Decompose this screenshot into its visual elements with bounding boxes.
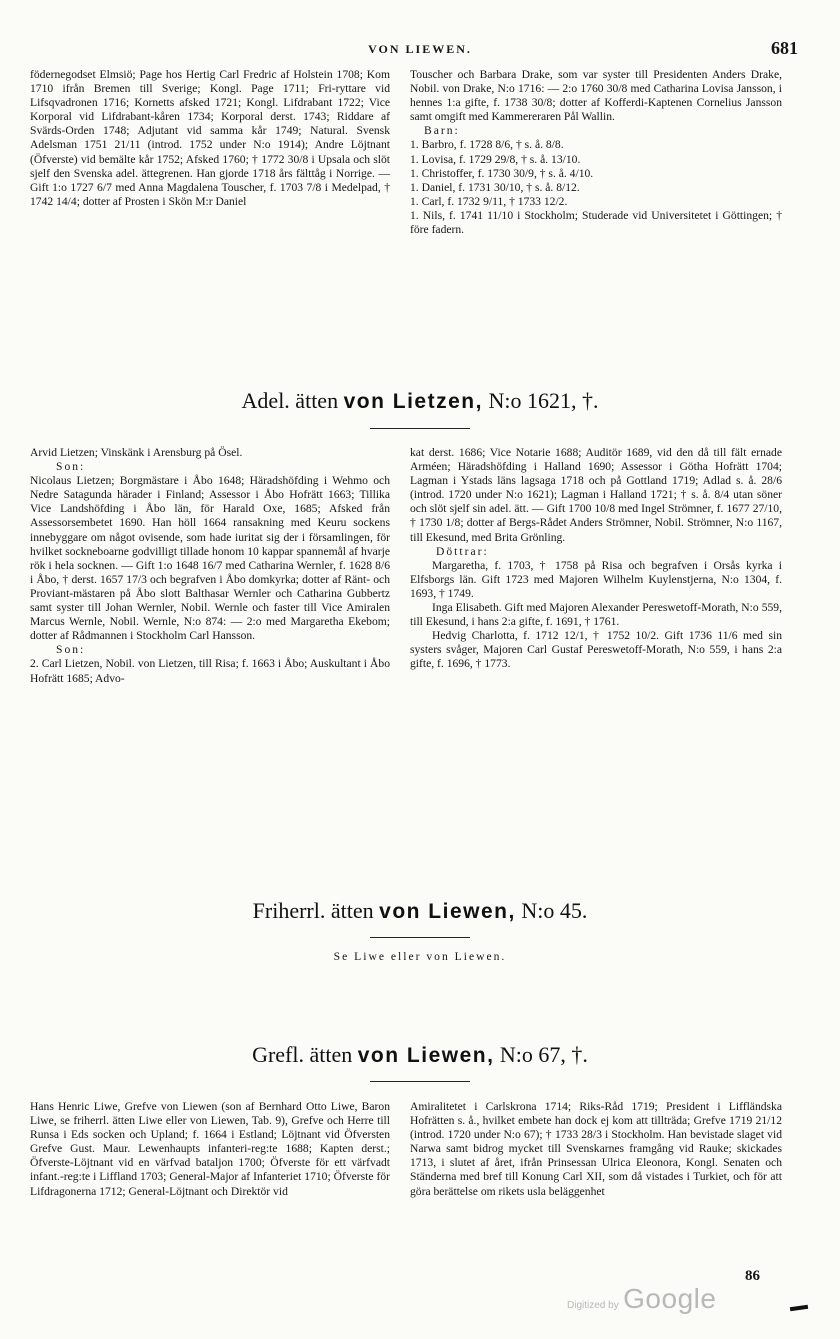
- lietzen-right-column: [410, 446, 782, 672]
- lietzen-heading-suffix: N:o 1621, †.: [488, 388, 599, 413]
- daughters-label: Döttrar:: [436, 544, 489, 558]
- scan-artifact-mark: [790, 1305, 808, 1311]
- child-entry: 1. Daniel, f. 1731 30/10, † s. å. 8/12.: [410, 180, 580, 194]
- child-entry: 1. Carl, f. 1732 9/11, † 1733 12/2.: [410, 194, 568, 208]
- liewen-count-heading-rule: [370, 1081, 470, 1082]
- liewen-count-right-paragraph: Amiralitetet i Carlskrona 1714; Riks-Råd 1719; President i Liffländska Hofrätten s. å., hvilket embete han dock ej kom att tillträda; Grefve 1719 21/12 (introd. 1720 under N:o 67); † 1733 28/3 i Stockholm. Han bevistade slaget vid Narwa samt bidrog mycket till Svenskarnes framgång vid Rauke; skickades 1713, i slutet af året, ifrån Prinsessan Ulrica Eleonora, Kongl. Senaten och Ständerna med bref till Konung Carl XII, som då vistades i Turkiet, och för att göra berättelse om rikets usla beläggenhet: [410, 1100, 782, 1198]
- lietzen-nicolaus: Nicolaus Lietzen; Borgmästare i Åbo 1648; Häradshöfding i Wehmo och Nedre Satagunda härader i Finland; Assessor i Åbo Hofrätt 1663; Tillika Vice Landshöfding i Åbo län, för Harald Oxe, 1685; Afsked från Assessorsembetet 1690. Han höll 1664 ransakning med Keuru sockens innebyggare om något ovisende, som hade iuritat sig der i församlingen, för hvilket sockneboarne godvilligt tillade honom 10 kappar spannemål af hvarje rök i hela socknen. — Gift 1:o 1648 16/7 med Catharina Wernler, f. 1628 8/6 i Åbo, † derst. 1657 17/3 och begrafven i Åbo domkyrka; dotter af Ränt- och Proviant-mästaren på Åbo slott Balthasar Wernler och Catharina Gubbertz samt syster till Johan Wernler, Nobil. Wernle och faster till Vice Amiralen Marcus Wernle, Nobil. Wernle, N:o 874: — 2:o med Margaretha Ekebom; dotter af Rådmannen i Stockholm Carl Hansson.: [30, 474, 390, 643]
- top-right-column: [410, 68, 782, 237]
- child-entry: 1. Nils, f. 1741 11/10 i Stockholm; Studerade vid Universitetet i Göttingen; † före fadern.: [410, 208, 782, 237]
- liewen-count-right-column: [410, 1100, 782, 1199]
- liewen-count-left-paragraph: Hans Henric Liwe, Grefve von Liewen (son af Bernhard Otto Liwe, Baron Liwe, se friherrl. ätten Liwe eller von Liewen, Tab. 9), Grefve och Herre till Runsa i Eds socken och Upland; f. 1664 i Estland; Löjtnant vid Öfversten Grefve Gust. Maur. Lewenhaupts infanteri-reg:te 1688; Kapten derst.; Öfverste-Löjtnant vid en värfvad bataljon 1700; Öfverste för ett värfvadt infant.-reg:te i Liffland 1703; General-Major af Infanteriet 1710; Öfverste för Lifdragonerna 1712; General-Löjtnant och Direktör vid: [30, 1100, 390, 1198]
- lietzen-carl-continued: kat derst. 1686; Vice Notarie 1688; Auditör 1689, vid den då till fält ernade Arméen; Häradshöfding i Halland 1690; Assessor i Götha Hofrätt 1704; Lagman i Ystads läns lagsaga 1718 och på Gottland 1719; Adlad s. å. 28/6 (introd. 1720 under N:o 1621); Lagman i Halland 1721; † s. å. 8/4 utan söner och slöt sjelf sin adel. ätt. — Gift 1700 10/8 med Ingel Strömner, f. 1677 27/10, † 1730 1/8; dotter af Bergs-Rådet Anders Strömner, Nobil. Strömner, N:o 1167, till Ekesund, med Brita Grönling.: [410, 446, 782, 544]
- child-entry: 1. Christoffer, f. 1730 30/9, † s. å. 4/10.: [410, 166, 594, 180]
- google-logo: Google: [623, 1283, 717, 1314]
- liewen-baron-heading-suffix: N:o 45.: [521, 898, 588, 923]
- see-reference: Se Liwe eller von Liewen.: [333, 950, 507, 963]
- daughter-entry: Hedvig Charlotta, f. 1712 12/1, † 1752 10/2. Gift 1736 11/6 med sin systers svåger, Majoren Carl Gustaf Pereswetoff-Morath, N:o 559, i hans 2:a gifte, f. 1696, † 1773.: [410, 629, 782, 671]
- liewen-count-left-column: [30, 1100, 390, 1199]
- lietzen-left-column: [30, 446, 390, 686]
- digitized-watermark: [567, 1283, 716, 1315]
- liewen-count-heading-prefix: Grefl. ätten: [252, 1042, 353, 1067]
- child-entry: 1. Barbro, f. 1728 8/6, † s. å. 8/8.: [410, 138, 564, 152]
- liewen-baron-heading-prefix: Friherrl. ätten: [252, 898, 374, 923]
- signature-mark: 86: [745, 1268, 760, 1284]
- lietzen-heading-rule: [370, 428, 470, 429]
- daughter-entry: Margaretha, f. 1703, † 1758 på Risa och begrafven i Orsås kyrka i Elfsborgs län. Gift 1723 med Majoren Wilhelm Kuylenstjerna, N:o 1304, f. 1693, † 1749.: [410, 558, 782, 600]
- liewen-count-heading-suffix: N:o 67, †.: [499, 1042, 588, 1067]
- liewen-count-heading-name: von Liewen,: [357, 1044, 495, 1067]
- lietzen-heading-name: von Lietzen,: [343, 390, 483, 413]
- top-left-paragraph: födernegodset Elmsiö; Page hos Hertig Carl Fredric af Holstein 1708; Kom 1710 ifrån Bremen till Sverige; Kongl. Page 1711; Fri-ryttare vid Lifsqvadronen 1716; Kornetts afsked 1721; Kongl. Lifdrabant 1722; Vice Korporal vid Lifdrabant-kåren 1734; Korporal derst. 1743; Riddare af Svärds-Orden 1748; Adjutant vid samma kår 1749; Natural. Svensk Adelsman 1751 21/11 (introd. 1752 under N:o 1914); Andre Löjtnant (Öfverste) vid bemälte kår 1752; Afsked 1760; † 1772 30/8 i Upsala och slöt sjelf den Svenska adel. ättegrenen. Han gjorde 1718 års fälttåg i Norrige. — Gift 1:o 1727 6/7 med Anna Magdalena Touscher, f. 1703 7/8 i Medelpad, † 1742 14/4; dotter af Prosten i Skön M:r Daniel: [30, 68, 390, 208]
- child-entry: 1. Lovisa, f. 1729 29/8, † s. å. 13/10.: [410, 152, 581, 166]
- lietzen-heading-prefix: Adel. ätten: [241, 388, 339, 413]
- lietzen-ancestor: Arvid Lietzen; Vinskänk i Arensburg på Ösel.: [30, 446, 243, 459]
- liewen-baron-heading-rule: [370, 937, 470, 938]
- page-number: 681: [771, 38, 798, 58]
- lietzen-heading: [0, 388, 840, 414]
- liewen-count-heading: [0, 1042, 840, 1068]
- liewen-baron-heading-name: von Liewen,: [379, 900, 516, 923]
- top-right-paragraph: Touscher och Barbara Drake, som var syster till Presidenten Anders Drake, Nobil. von Drake, N:o 1716: — 2:o 1760 30/8 med Catharina Lovisa Jansson, i hennes 1:a gifte, f. 1738 30/8; dotter af Kofferdi-Kaptenen Cornelius Jansson samt omgift med Kammereraren Pål Wallin.: [410, 68, 782, 124]
- running-header: [30, 38, 810, 60]
- son-label: Son:: [56, 643, 86, 657]
- running-title: VON LIEWEN.: [368, 42, 472, 56]
- daughter-entry: Inga Elisabeth. Gift med Majoren Alexander Pereswetoff-Morath, N:o 559, till Ekesund, i hans 2:a gifte, f. 1691, † 1761.: [410, 601, 782, 629]
- top-left-column: [30, 68, 390, 209]
- liewen-baron-heading: [0, 898, 840, 924]
- children-label: Barn:: [424, 124, 460, 138]
- watermark-small-text: Digitized by: [567, 1300, 619, 1311]
- son-label: Son:: [56, 460, 86, 474]
- lietzen-carl: 2. Carl Lietzen, Nobil. von Lietzen, till Risa; f. 1663 i Åbo; Auskultant i Åbo Hofrätt 1685; Advo-: [30, 657, 390, 685]
